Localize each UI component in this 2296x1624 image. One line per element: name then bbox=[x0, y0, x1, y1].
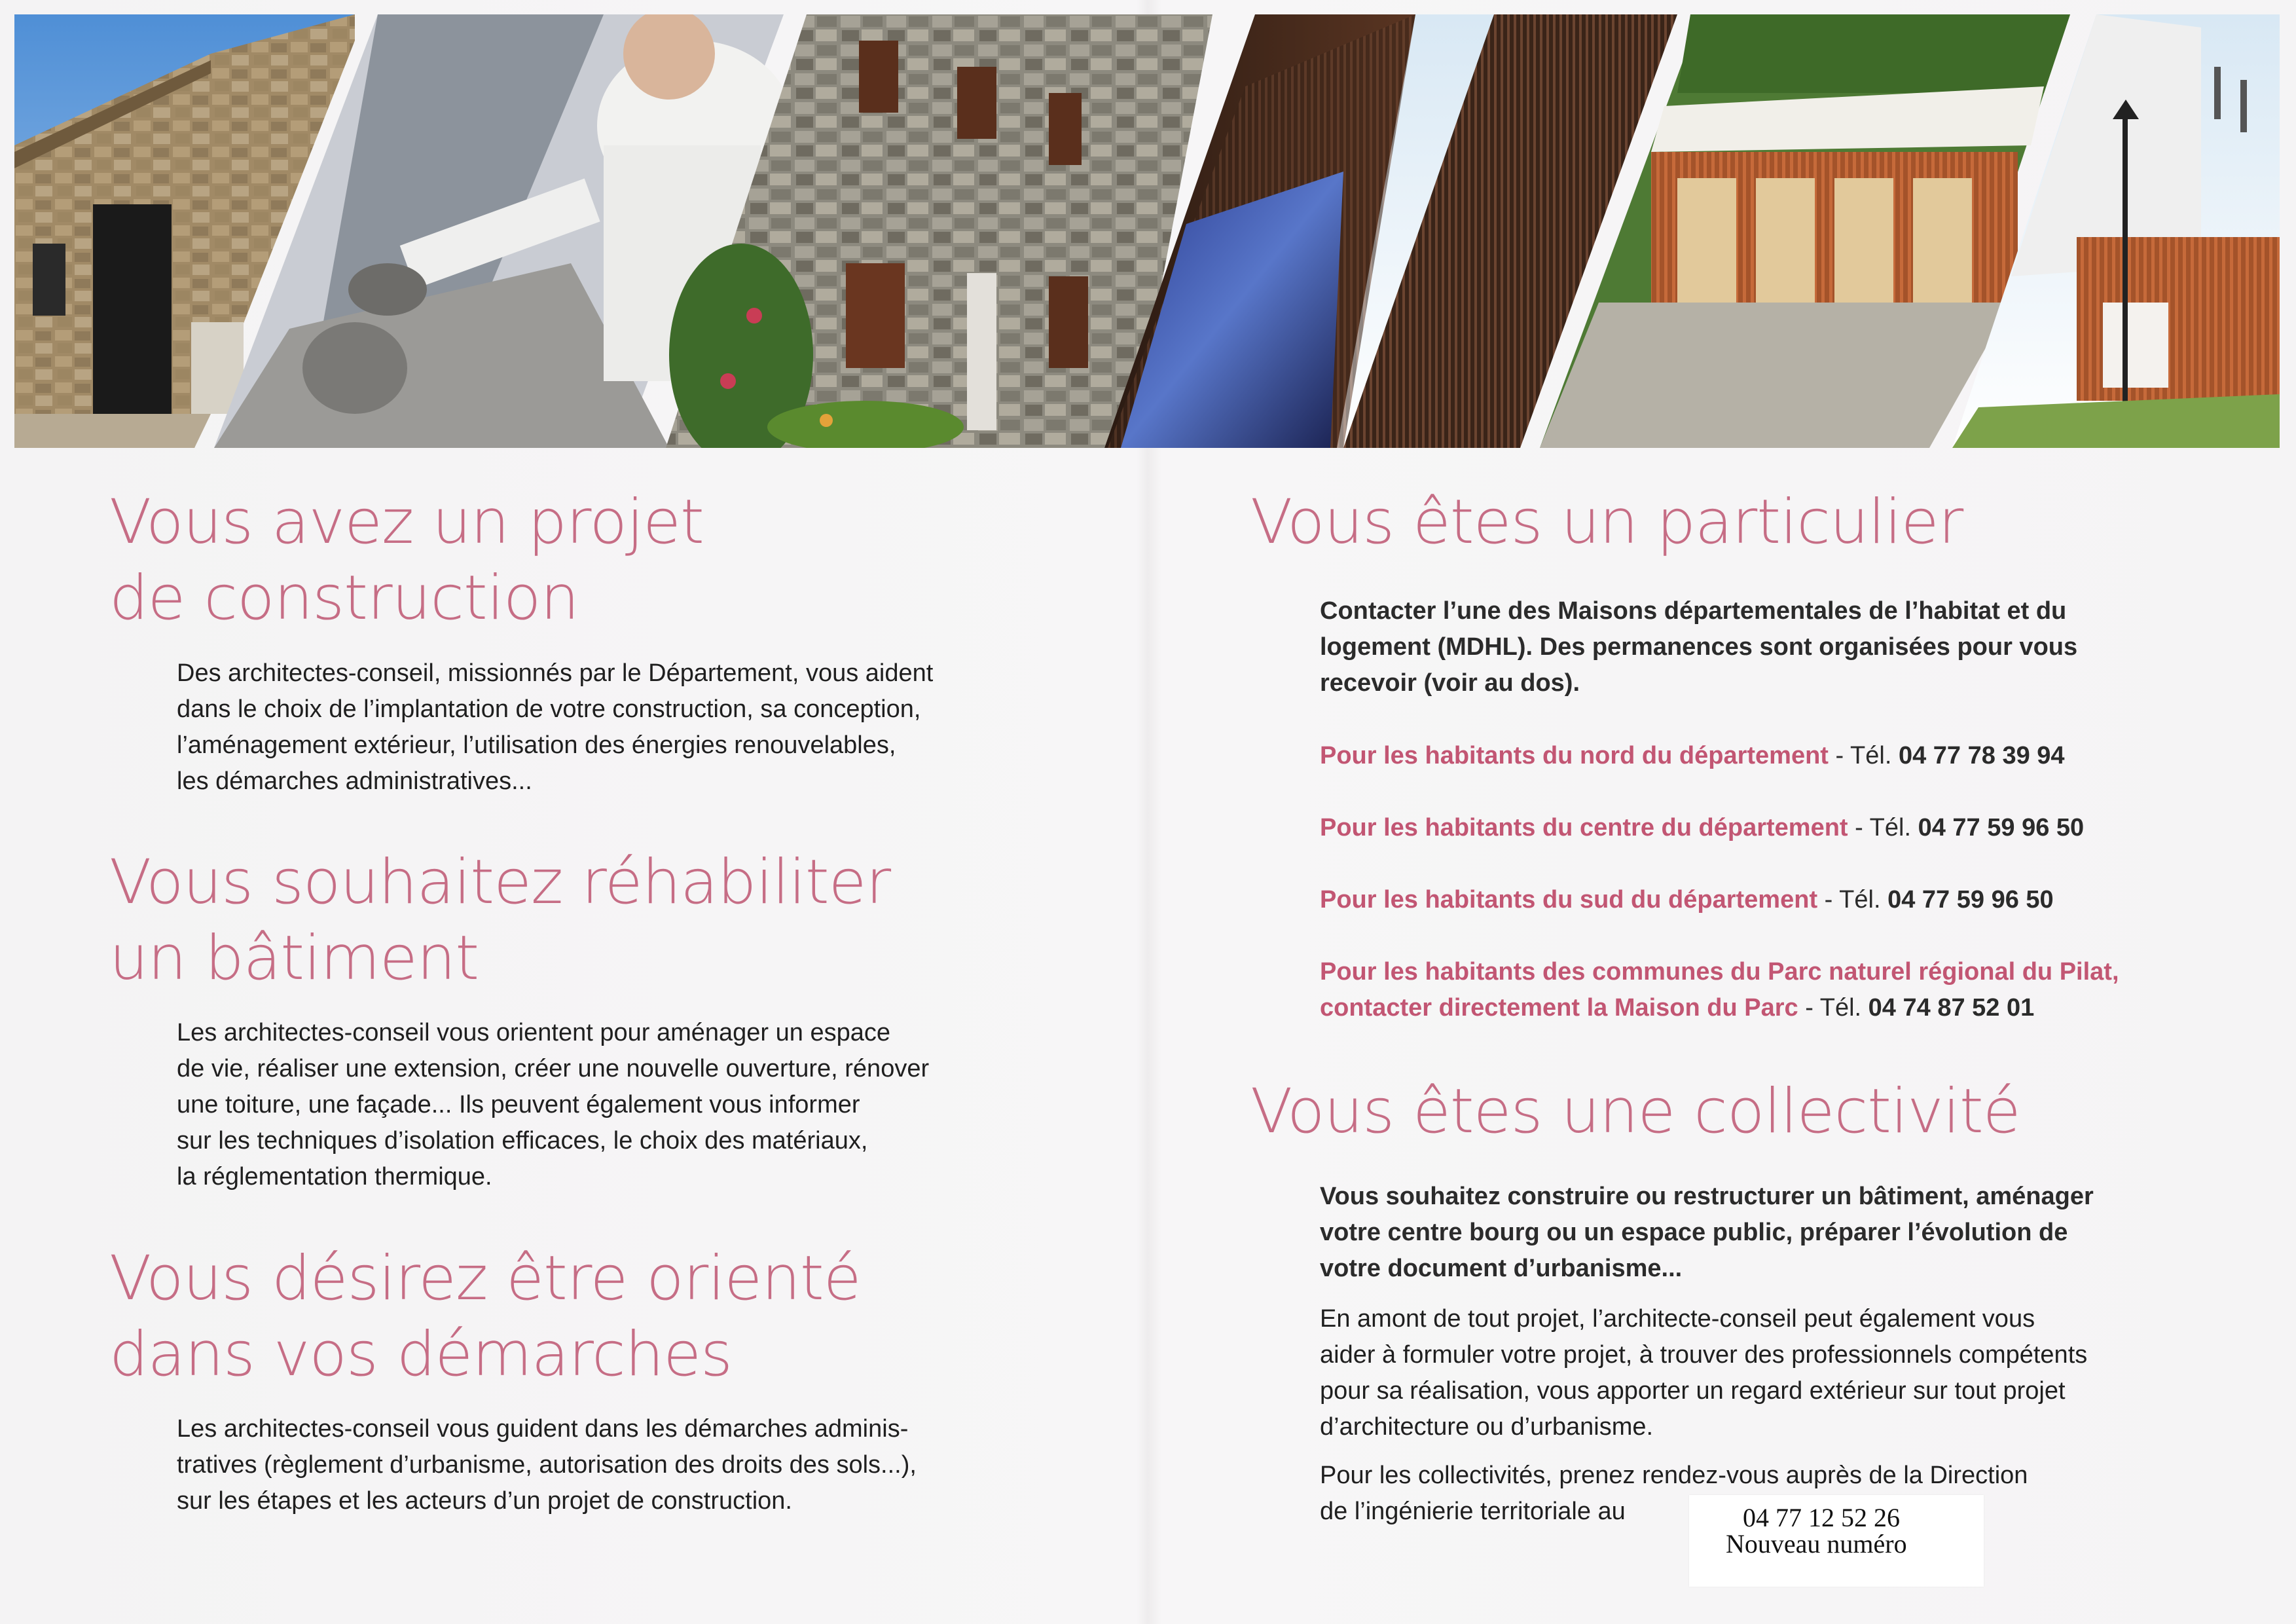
contact-separator: - Tél. bbox=[1828, 742, 1899, 769]
text-line: recevoir (voir au dos). bbox=[1320, 669, 1580, 697]
text-line: Des architectes-conseil, missionnés par le Département, vous aident bbox=[177, 659, 934, 687]
text-line: la réglementation thermique. bbox=[177, 1163, 492, 1190]
contact-label: Pour les habitants du nord du département bbox=[1320, 742, 1829, 769]
title-line: de construction bbox=[109, 563, 579, 634]
text-line: votre centre bourg ou un espace public, préparer l’évolution de bbox=[1320, 1219, 2068, 1246]
text-line: sur les techniques d’isolation efficaces, le choix des matériaux, bbox=[177, 1127, 868, 1154]
text-line: logement (MDHL). Des permanences sont organisées pour vous bbox=[1320, 633, 2078, 661]
text-line: Les architectes-conseil vous guident dans les démarches adminis- bbox=[177, 1415, 909, 1443]
title-line: Vous avez un projet bbox=[109, 487, 704, 558]
section-title-collectivite bbox=[1250, 1074, 2020, 1150]
text-line: les démarches administratives... bbox=[177, 767, 532, 795]
text-line: Vous souhaitez construire ou restructurer un bâtiment, aménager bbox=[1320, 1183, 2094, 1210]
text-line: tratives (règlement d’urbanisme, autorisation des droits des sols...), bbox=[177, 1451, 917, 1479]
text-line: dans le choix de l’implantation de votre construction, sa conception, bbox=[177, 695, 921, 723]
contact-centre bbox=[1320, 810, 2084, 846]
sticker-note: Nouveau numéro bbox=[1726, 1529, 1907, 1559]
text-line: sur les étapes et les acteurs d’un projet de construction. bbox=[177, 1487, 792, 1515]
section-text-construction bbox=[177, 655, 933, 800]
banner-graphic bbox=[14, 14, 2280, 448]
contact-separator: - Tél. bbox=[1817, 886, 1888, 913]
text-line: Contacter l’une des Maisons départementales de l’habitat et du bbox=[1320, 597, 2067, 625]
phone-number: 04 77 59 96 50 bbox=[1918, 814, 2085, 841]
text-line: Pour les collectivités, prenez rendez-vous auprès de la Direction bbox=[1320, 1462, 2028, 1489]
contact-label: Pour les habitants du sud du département bbox=[1320, 886, 1818, 913]
contact-label: Pour les habitants du centre du département bbox=[1320, 814, 1848, 841]
section-title-construction bbox=[109, 485, 704, 637]
text-line: pour sa réalisation, vous apporter un regard extérieur sur tout projet bbox=[1320, 1377, 2066, 1405]
collectivite-intro bbox=[1320, 1179, 2094, 1287]
contact-separator: - Tél. bbox=[1798, 994, 1868, 1022]
title-line: un bâtiment bbox=[109, 923, 479, 994]
text-line: Les architectes-conseil vous orientent pour aménager un espace bbox=[177, 1019, 890, 1046]
phone-number: 04 77 59 96 50 bbox=[1887, 886, 2054, 913]
text-line: d’architecture ou d’urbanisme. bbox=[1320, 1413, 1654, 1441]
text-line: l’aménagement extérieur, l’utilisation des énergies renouvelables, bbox=[177, 731, 896, 759]
section-title-particulier bbox=[1250, 485, 1963, 561]
contact-label: contacter directement la Maison du Parc bbox=[1320, 994, 1798, 1022]
sticker-phone: 04 77 12 52 26 bbox=[1743, 1503, 1900, 1532]
contact-line bbox=[1320, 738, 2065, 774]
photo-banner bbox=[14, 14, 2280, 448]
contact-line bbox=[1320, 810, 2084, 846]
phone-number: 04 77 78 39 94 bbox=[1898, 742, 2065, 769]
title-line: Vous souhaitez réhabiliter bbox=[109, 847, 891, 918]
new-number-sticker bbox=[1689, 1495, 1984, 1587]
text-line: aider à formuler votre projet, à trouver des professionnels compétents bbox=[1320, 1341, 2088, 1369]
text-line: une toiture, une façade... Ils peuvent également vous informer bbox=[177, 1091, 860, 1118]
contact-line bbox=[1320, 882, 2054, 918]
contact-pilat bbox=[1320, 954, 2119, 1026]
particulier-intro bbox=[1320, 593, 2077, 701]
text-line: de vie, réaliser une extension, créer une nouvelle ouverture, rénover bbox=[177, 1055, 930, 1082]
title-line: Vous êtes un particulier bbox=[1250, 487, 1963, 558]
section-title-rehabilitation bbox=[109, 845, 890, 997]
title-line: Vous êtes une collectivité bbox=[1250, 1076, 2020, 1147]
contact-label: Pour les habitants des communes du Parc naturel régional du Pilat, bbox=[1320, 958, 2119, 986]
title-line: Vous désirez être orienté bbox=[109, 1243, 861, 1314]
contact-nord bbox=[1320, 738, 2065, 774]
section-text-guidance bbox=[177, 1411, 917, 1519]
section-text-rehabilitation bbox=[177, 1015, 929, 1195]
phone-number: 04 74 87 52 01 bbox=[1868, 994, 2035, 1022]
section-title-guidance bbox=[109, 1241, 861, 1393]
text-line: votre document d’urbanisme... bbox=[1320, 1255, 1683, 1282]
title-line: dans vos démarches bbox=[109, 1319, 733, 1390]
text-line: En amont de tout projet, l’architecte-conseil peut également vous bbox=[1320, 1305, 2035, 1333]
contact-separator: - Tél. bbox=[1848, 814, 1918, 841]
contact-line bbox=[1320, 990, 2119, 1026]
text-line: de l’ingénierie territoriale au bbox=[1320, 1498, 1626, 1525]
contact-sud bbox=[1320, 882, 2054, 918]
collectivite-text bbox=[1320, 1301, 2087, 1445]
